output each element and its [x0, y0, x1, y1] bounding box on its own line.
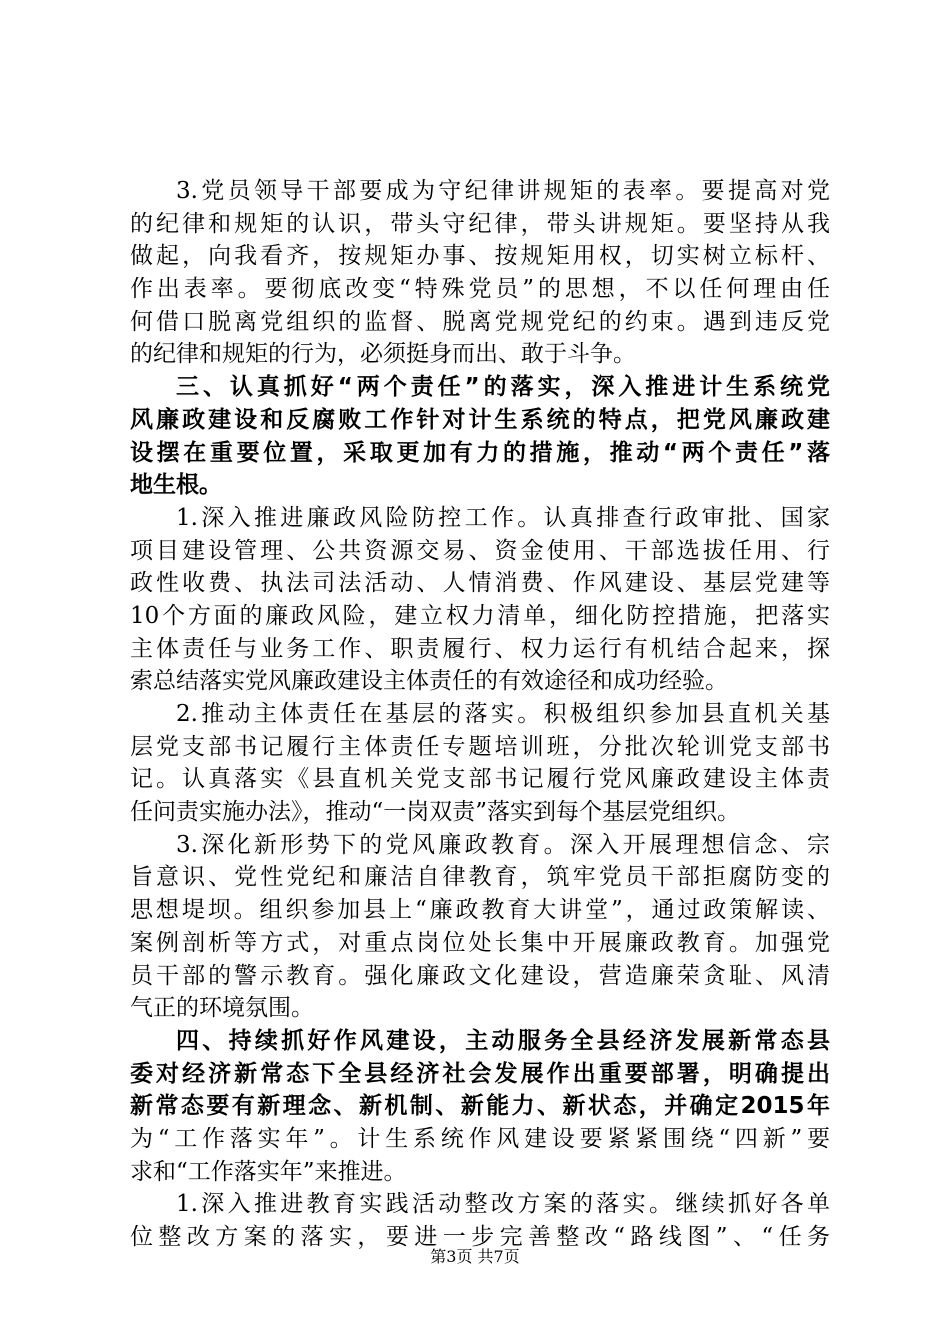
heading-line: 新常态要有新理念、新机制、新能力、新状态，并确定2015年	[130, 1093, 830, 1120]
body-text-line: 何借口脱离党组织的监督、脱离党规党纪的约束。遇到违反党	[130, 308, 830, 335]
heading-line: 风廉政建设和反腐败工作针对计生系统的特点，把党风廉政建	[130, 406, 830, 433]
body-text-line: 气正的环境氛围。	[130, 995, 314, 1022]
body-text-line: 的纪律和规矩的行为，必须挺身而出、敢于斗争。	[130, 341, 636, 368]
body-text-line: 思想堤坝。组织参加县上“廉政教育大讲堂”，通过政策解读、	[130, 897, 830, 924]
page-number-footer: 第3页 共7页	[430, 1247, 520, 1266]
body-text-line: 员干部的警示教育。强化廉政文化建设，营造廉荣贪耻、风清	[130, 962, 830, 989]
body-text-line: 任问责实施办法》，推动“一岗双责”落实到每个基层党组织。	[130, 799, 741, 826]
heading-line: 三、认真抓好“两个责任”的落实，深入推进计生系统党	[176, 374, 830, 401]
body-text-line: 3.深化新形势下的党风廉政教育。深入开展理想信念、宗	[176, 831, 830, 858]
heading-line: 四、持续抓好作风建设，主动服务全县经济发展新常态县	[176, 1027, 830, 1054]
document-body	[130, 175, 830, 1254]
body-text-line: 层党支部书记履行主体责任专题培训班，分批次轮训党支部书	[130, 733, 830, 760]
body-text-line: 作出表率。要彻底改变“特殊党员”的思想，不以任何理由任	[130, 276, 830, 303]
heading-line: 地生根。	[130, 472, 222, 499]
heading-line: 设摆在重要位置，采取更加有力的措施，推动“两个责任”落	[130, 439, 830, 466]
body-text-line: 主体责任与业务工作、职责履行、权力运行有机结合起来，探	[130, 635, 830, 662]
body-text-line: 案例剖析等方式，对重点岗位处长集中开展廉政教育。加强党	[130, 929, 830, 956]
body-text-line: 为“工作落实年”。计生系统作风建设要紧紧围绕“四新”要	[130, 1125, 830, 1152]
body-text-line: 3.党员领导干部要成为守纪律讲规矩的表率。要提高对党	[176, 178, 830, 204]
body-text-line: 政性收费、执法司法活动、人情消费、作风建设、基层党建等	[130, 570, 830, 597]
body-text-line: 索总结落实党风廉政建设主体责任的有效途径和成功经验。	[130, 668, 728, 695]
body-text-line: 记。认真落实《县直机关党支部书记履行党风廉政建设主体责	[130, 766, 830, 793]
body-text-line: 的纪律和规矩的认识，带头守纪律，带头讲规矩。要坚持从我	[130, 210, 830, 237]
body-text-line: 1.深入推进廉政风险防控工作。认真排查行政审批、国家	[176, 504, 830, 531]
body-text-line: 10个方面的廉政风险，建立权力清单，细化防控措施，把落实	[130, 602, 830, 629]
body-text-line: 求和“工作落实年”来推进。	[130, 1158, 407, 1185]
body-text-line: 做起，向我看齐，按规矩办事、按规矩用权，切实树立标杆、	[130, 243, 830, 270]
body-text-line: 项目建设管理、公共资源交易、资金使用、干部选拔任用、行	[130, 537, 830, 564]
body-text-line: 旨意识、党性党纪和廉洁自律教育，筑牢党员干部拒腐防变的	[130, 864, 830, 891]
body-text-line: 2.推动主体责任在基层的落实。积极组织参加县直机关基	[176, 701, 830, 727]
body-text-line: 位整改方案的落实，要进一步完善整改“路线图”、“任务	[130, 1224, 830, 1250]
heading-line: 委对经济新常态下全县经济社会发展作出重要部署，明确提出	[130, 1060, 830, 1087]
body-text-line: 1.深入推进教育实践活动整改方案的落实。继续抓好各单	[176, 1191, 830, 1218]
